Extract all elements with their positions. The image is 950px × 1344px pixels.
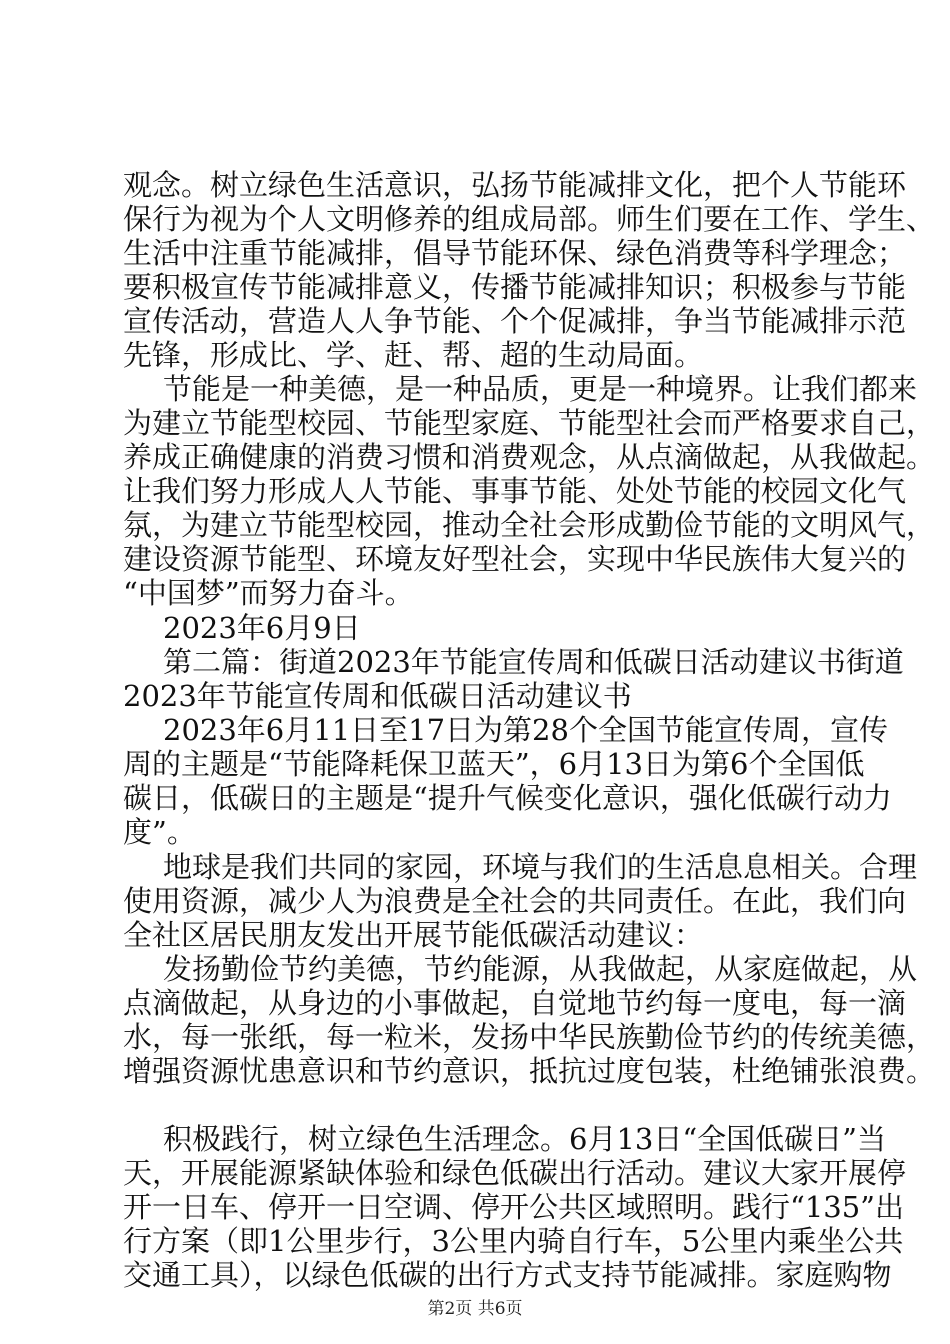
- text-line: 要积极宣传节能减排意义，传播节能减排知识；积极参与节能: [123, 270, 907, 304]
- text-line: 使用资源，减少人为浪费是全社会的共同责任。在此，我们向: [123, 884, 907, 918]
- text-line: 让我们努力形成人人节能、事事节能、处处节能的校园文化气: [123, 474, 907, 508]
- text-line: 宣传活动，营造人人争节能、个个促减排，争当节能减排示范: [123, 304, 907, 338]
- text-line: 为建立节能型校园、节能型家庭、节能型社会而严格要求自己，: [123, 406, 936, 440]
- text-line: 养成正确健康的消费习惯和消费观念，从点滴做起，从我做起。: [123, 440, 936, 474]
- text-line: 天，开展能源紧缺体验和绿色低碳出行活动。建议大家开展停: [123, 1156, 907, 1190]
- text-line: 观念。树立绿色生活意识，弘扬节能减排文化，把个人节能环: [123, 168, 907, 202]
- paragraph-start: 积极践行，树立绿色生活理念。6月13日“全国低碳日”当: [163, 1122, 887, 1156]
- section-heading-cont: 2023年节能宣传周和低碳日活动建议书: [123, 679, 632, 713]
- text-line: 建设资源节能型、环境友好型社会，实现中华民族伟大复兴的: [123, 542, 907, 576]
- text-line: 全社区居民朋友发出开展节能低碳活动建议：: [123, 918, 704, 952]
- paragraph-start: 地球是我们共同的家园，环境与我们的生活息息相关。合理: [163, 850, 918, 884]
- text-line: 行方案（即1公里步行，3公里内骑自行车，5公里内乘坐公共: [123, 1224, 904, 1258]
- text-line: 开一日车、停开一日空调、停开公共区域照明。践行“135”出: [123, 1190, 905, 1224]
- section-heading: 第二篇：街道2023年节能宣传周和低碳日活动建议书街道: [163, 645, 904, 679]
- paragraph-start: 发扬勤俭节约美德，节约能源，从我做起，从家庭做起，从: [163, 952, 918, 986]
- page-footer: 第2页 共6页: [427, 1299, 523, 1319]
- text-line: 交通工具），以绿色低碳的出行方式支持节能减排。家庭购物: [123, 1258, 892, 1292]
- text-line: 点滴做起，从身边的小事做起，自觉地节约每一度电，每一滴: [123, 986, 907, 1020]
- text-line: 增强资源忧患意识和节约意识，抵抗过度包装，杜绝铺张浪费。: [123, 1054, 936, 1088]
- text-line: “中国梦”而努力奋斗。: [123, 576, 414, 610]
- text-line: 保行为视为个人文明修养的组成局部。师生们要在工作、学生、: [123, 202, 936, 236]
- paragraph-start: 节能是一种美德，是一种品质，更是一种境界。让我们都来: [163, 372, 918, 406]
- text-line: 度”。: [123, 815, 196, 849]
- paragraph-start: 2023年6月11日至17日为第28个全国节能宣传周，宣传: [163, 713, 888, 747]
- date-line: 2023年6月9日: [163, 611, 361, 645]
- text-line: 生活中注重节能减排，倡导节能环保、绿色消费等科学理念；: [123, 236, 907, 270]
- text-line: 水，每一张纸，每一粒米，发扬中华民族勤俭节约的传统美德，: [123, 1020, 936, 1054]
- text-line: 碳日，低碳日的主题是“提升气候变化意识，强化低碳行动力: [123, 781, 892, 815]
- text-line: 氛，为建立节能型校园，推动全社会形成勤俭节能的文明风气，: [123, 508, 936, 542]
- text-line: 先锋，形成比、学、赶、帮、超的生动局面。: [123, 338, 704, 372]
- text-line: 周的主题是“节能降耗保卫蓝天”，6月13日为第6个全国低: [123, 747, 865, 781]
